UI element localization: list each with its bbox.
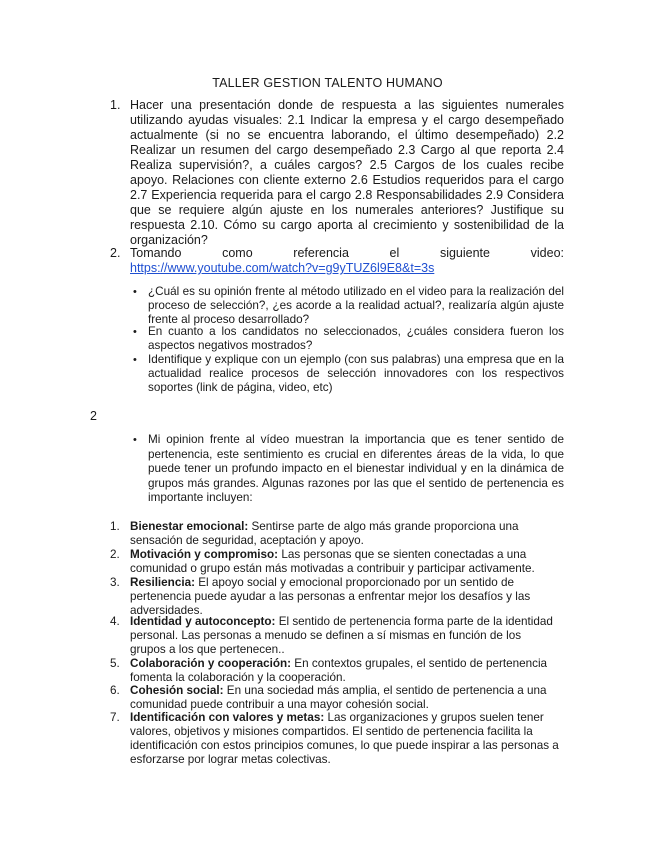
reason-term: Identidad y autoconcepto: xyxy=(130,615,276,628)
list-item xyxy=(130,615,560,657)
reason-term: Colaboración y cooperación: xyxy=(130,657,292,670)
question-bullet: ¿Cuál es su opinión frente al método utilizado en el video para la realización del proceso de selección?, ¿es acorde a la realidad actual?, realizaría algún ajuste frente al proceso desarrollado? xyxy=(148,285,564,326)
reason-number: 1. xyxy=(110,520,120,533)
list-item xyxy=(130,657,560,685)
reason-text: El sentido de pertenencia forma parte de la identidad personal. Las personas a menudo se definen a sí mismas en función de los grupos a los que pertenecen.. xyxy=(130,615,553,656)
list-item xyxy=(130,548,560,576)
reason-number: 4. xyxy=(110,615,120,628)
reason-text: El apoyo social y emocional proporcionado por un sentido de pertenencia puede ayudar a las personas a enfrentar mejor los desafíos y las adversidades. xyxy=(130,576,531,617)
document-title: TALLER GESTION TALENTO HUMANO xyxy=(212,76,443,90)
item-number: 1. xyxy=(110,98,121,112)
reason-number: 3. xyxy=(110,576,120,589)
question-bullet: En cuanto a los candidatos no seleccionados, ¿cuáles considera fueron los aspectos negativos mostrados? xyxy=(148,325,564,352)
bullet-icon: • xyxy=(133,434,137,446)
list-item xyxy=(130,684,560,712)
page-number: 2 xyxy=(90,409,97,423)
video-link[interactable]: https://www.youtube.com/watch?v=g9yTUZ6l9E8&t=3s xyxy=(130,261,435,275)
reason-text: Las organizaciones y grupos suelen tener valores, objetivos y misiones compartidos. El sentido de pertenencia facilita la identificación con estos principios comunes, lo que puede inspirar a las personas a esforzarse por lograr metas colectivas. xyxy=(130,711,559,766)
list-item xyxy=(130,576,560,618)
item-1-text: Hacer una presentación donde de respuesta a las siguientes numerales utilizando ayudas visuales: 2.1 Indicar la empresa y el cargo desempeñado actualmente (si no se encuentra laborando, el último desempeñado) 2.2 Realizar un resumen del cargo desempeñado 2.3 Cargo al que reporta 2.4 Realiza supervisión?, a cuáles cargos? 2.5 Cargos de los cuales recibe apoyo. Relaciones con cliente externo 2.6 Estudios requeridos para el cargo 2.7 Experiencia requerida para el cargo 2.8 Responsabilidades 2.9 Considera que se requiere algún ajuste en los numerales anteriores? Justifique su respuesta 2.10. Cómo su cargo aporta al crecimiento y sostenibilidad de la organización? xyxy=(130,98,564,247)
reason-number: 2. xyxy=(110,548,120,561)
reason-text: En contextos grupales, el sentido de pertenencia fomenta la colaboración y la cooperación. xyxy=(130,657,548,684)
answer-paragraph: Mi opinion frente al vídeo muestran la importancia que es tener sentido de pertenencia, este sentimiento es crucial en diferentes áreas de la vida, lo que puede tener un profundo impacto en el bienestar individual y en la dinámica de grupos más grandes. Algunas razones por las que el sentido de pertenencia es importante incluyen: xyxy=(148,433,564,504)
bullet-icon: • xyxy=(133,326,137,338)
reason-number: 5. xyxy=(110,657,120,670)
reason-term: Identificación con valores y metas: xyxy=(130,711,325,724)
question-bullet: Identifique y explique con un ejemplo (con sus palabras) una empresa que en la actualidad realice procesos de selección innovadores con los respectivos soportes (link de página, video, etc) xyxy=(148,353,564,394)
reason-term: Resiliencia: xyxy=(130,576,195,589)
item-2-text: Tomando como referencia el siguiente video: xyxy=(130,246,564,260)
reason-number: 7. xyxy=(110,711,120,724)
reason-text: Sentirse parte de algo más grande proporciona una sensación de seguridad, aceptación y apoyo. xyxy=(130,520,519,547)
reason-term: Motivación y compromiso: xyxy=(130,548,279,561)
bullet-icon: • xyxy=(133,354,137,366)
reason-text: En una sociedad más amplia, el sentido de pertenencia a una comunidad puede contribuir a una mayor cohesión social. xyxy=(130,684,547,711)
reason-term: Bienestar emocional: xyxy=(130,520,249,533)
list-item xyxy=(130,520,560,548)
reason-text: Las personas que se sienten conectadas a una comunidad o grupo están más motivadas a contribuir y participar activamente. xyxy=(130,548,535,575)
bullet-icon: • xyxy=(133,286,137,298)
item-number: 2. xyxy=(110,246,121,260)
list-item xyxy=(130,711,560,767)
reason-term: Cohesión social: xyxy=(130,684,224,697)
reason-number: 6. xyxy=(110,684,120,697)
